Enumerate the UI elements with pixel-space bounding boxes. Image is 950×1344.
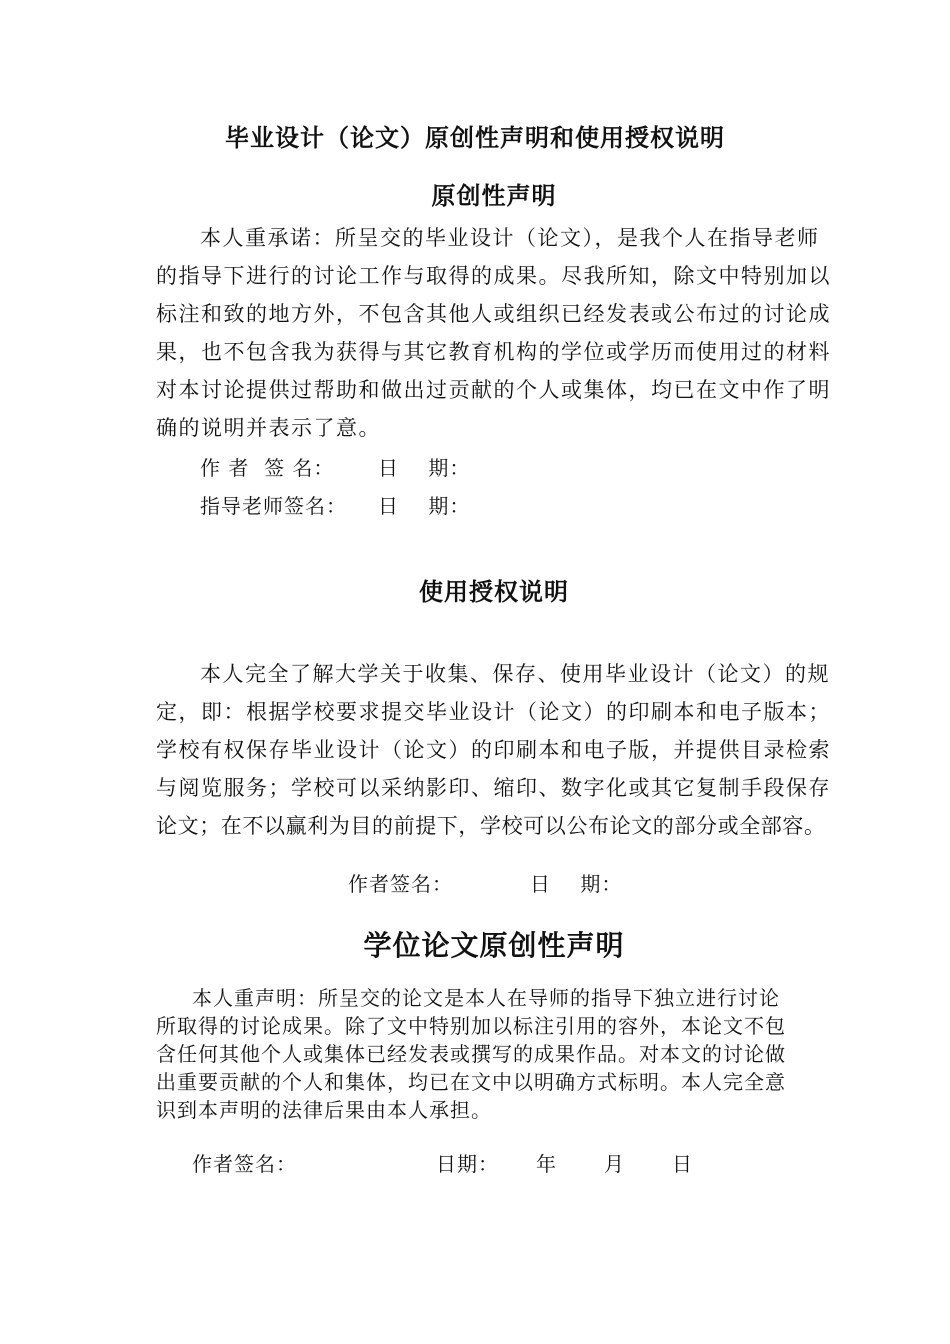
originality-line-1: 本人重承诺：所呈交的毕业设计（论文），是我个人在指导老师 <box>200 226 820 250</box>
authorization-author-label: 作者签名： <box>348 872 453 896</box>
authorization-line-3: 学校有权保存毕业设计（论文）的印刷本和电子版，并提供目录检索 <box>156 738 831 762</box>
degree-author-label: 作者签名： <box>192 1152 297 1176</box>
degree-line-3: 含任何其他个人或集体已经发表或撰写的成果作品。对本文的讨论做 <box>156 1042 786 1066</box>
advisor-signature-label: 指导老师签名： <box>200 494 347 518</box>
document-title: 毕业设计（论文）原创性声明和使用授权说明 <box>225 124 725 152</box>
degree-date-label: 日期： <box>436 1152 499 1176</box>
originality-line-2: 的指导下进行的讨论工作与取得的成果。尽我所知，除文中特别加以 <box>156 264 831 288</box>
degree-day-label: 日 <box>672 1152 693 1176</box>
degree-heading: 学位论文原创性声明 <box>363 929 625 962</box>
author-date-label: 日 期： <box>378 456 471 480</box>
authorization-line-1: 本人完全了解大学关于收集、保存、使用毕业设计（论文）的规 <box>200 662 830 686</box>
originality-line-6: 确的说明并表示了意。 <box>156 416 381 440</box>
originality-line-5: 对本讨论提供过帮助和做出过贡献的个人或集体，均已在文中作了明 <box>156 378 831 402</box>
degree-line-5: 识到本声明的法律后果由本人承担。 <box>156 1098 492 1122</box>
authorization-line-2: 定，即：根据学校要求提交毕业设计（论文）的印刷本和电子版本； <box>156 700 831 724</box>
authorization-line-5: 论文；在不以赢利为目的前提下，学校可以公布论文的部分或全部容。 <box>156 814 826 838</box>
originality-line-3: 标注和致的地方外，不包含其他人或组织已经发表或公布过的讨论成 <box>156 302 831 326</box>
degree-month-label: 月 <box>604 1152 625 1176</box>
advisor-date-label: 日 期： <box>378 494 471 518</box>
author-signature-label: 作 者 签 名： <box>200 456 335 480</box>
originality-line-4: 果，也不包含我为获得与其它教育机构的学位或学历而使用过的材料 <box>156 340 831 364</box>
authorization-line-4: 与阅览服务；学校可以采纳影印、缩印、数字化或其它复制手段保存 <box>156 776 831 800</box>
authorization-heading: 使用授权说明 <box>419 578 569 606</box>
originality-heading: 原创性声明 <box>431 182 557 210</box>
degree-line-1: 本人重声明：所呈交的论文是本人在导师的指导下独立进行讨论 <box>192 986 780 1010</box>
degree-year-label: 年 <box>536 1152 557 1176</box>
authorization-date-label: 日 期： <box>530 872 623 896</box>
degree-line-4: 出重要贡献的个人和集体，均已在文中以明确方式标明。本人完全意 <box>156 1070 786 1094</box>
degree-line-2: 所取得的讨论成果。除了文中特别加以标注引用的容外，本论文不包 <box>156 1014 786 1038</box>
